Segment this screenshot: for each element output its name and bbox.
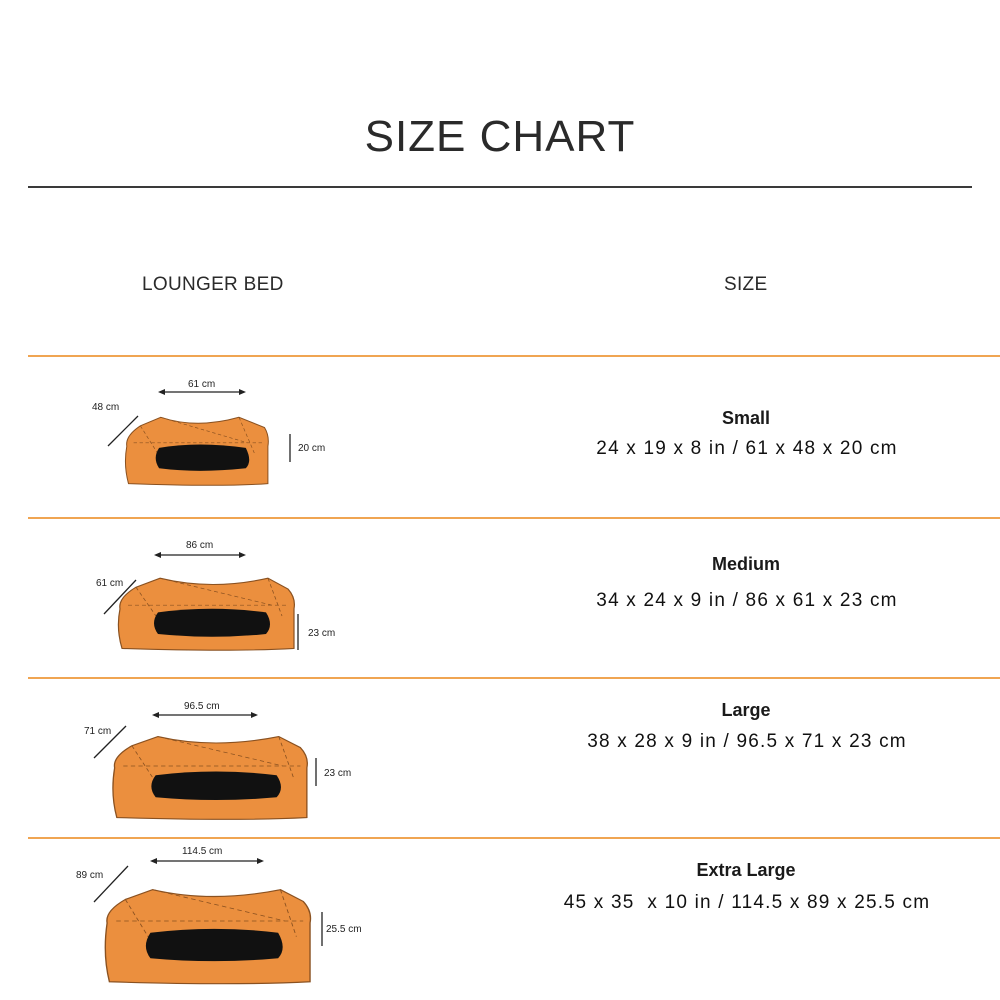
depth-label: 71 cm <box>84 726 112 737</box>
orange-lounger-bed-icon <box>113 737 307 820</box>
orange-lounger-bed-icon <box>118 578 294 650</box>
length-label: 86 cm <box>186 540 214 551</box>
lounger-bed-extra-large-diagram <box>70 842 370 992</box>
depth-label: 89 cm <box>76 870 104 881</box>
size-dimensions: 24 x 19 x 8 in / 61 x 48 x 20 cm <box>596 438 898 459</box>
length-label: 61 cm <box>188 379 216 390</box>
lounger-bed-medium-diagram <box>80 536 380 676</box>
depth-label: 61 cm <box>96 578 124 589</box>
page-title: SIZE CHART <box>364 112 636 161</box>
orange-lounger-bed-icon <box>105 890 310 984</box>
height-label: 23 cm <box>324 768 352 779</box>
size-name: Extra Large <box>696 860 796 880</box>
size-name: Small <box>721 408 771 428</box>
orange-lounger-bed-icon <box>125 417 268 485</box>
size-name: Large <box>721 700 771 720</box>
size-dimensions: 34 x 24 x 9 in / 86 x 61 x 23 cm <box>596 590 898 611</box>
size-name: Medium <box>711 554 780 574</box>
size-dimensions: 45 x 35 x 10 in / 114.5 x 89 x 25.5 cm <box>563 892 931 913</box>
lounger-bed-small-diagram <box>80 376 380 516</box>
height-label: 20 cm <box>298 443 326 454</box>
row-divider <box>28 837 1000 839</box>
title-divider <box>28 186 972 188</box>
height-label: 23 cm <box>308 628 336 639</box>
row-divider <box>28 677 1000 679</box>
length-label: 114.5 cm <box>182 846 223 857</box>
size-dimensions: 38 x 28 x 9 in / 96.5 x 71 x 23 cm <box>587 731 907 752</box>
length-label: 96.5 cm <box>184 701 220 712</box>
column-header-product: LOUNGER BED <box>142 274 284 295</box>
depth-label: 48 cm <box>92 402 120 413</box>
column-header-size: SIZE <box>724 274 768 295</box>
height-label: 25.5 cm <box>326 924 362 935</box>
lounger-bed-large-diagram <box>80 686 380 826</box>
row-divider <box>28 517 1000 519</box>
row-divider <box>28 355 1000 357</box>
